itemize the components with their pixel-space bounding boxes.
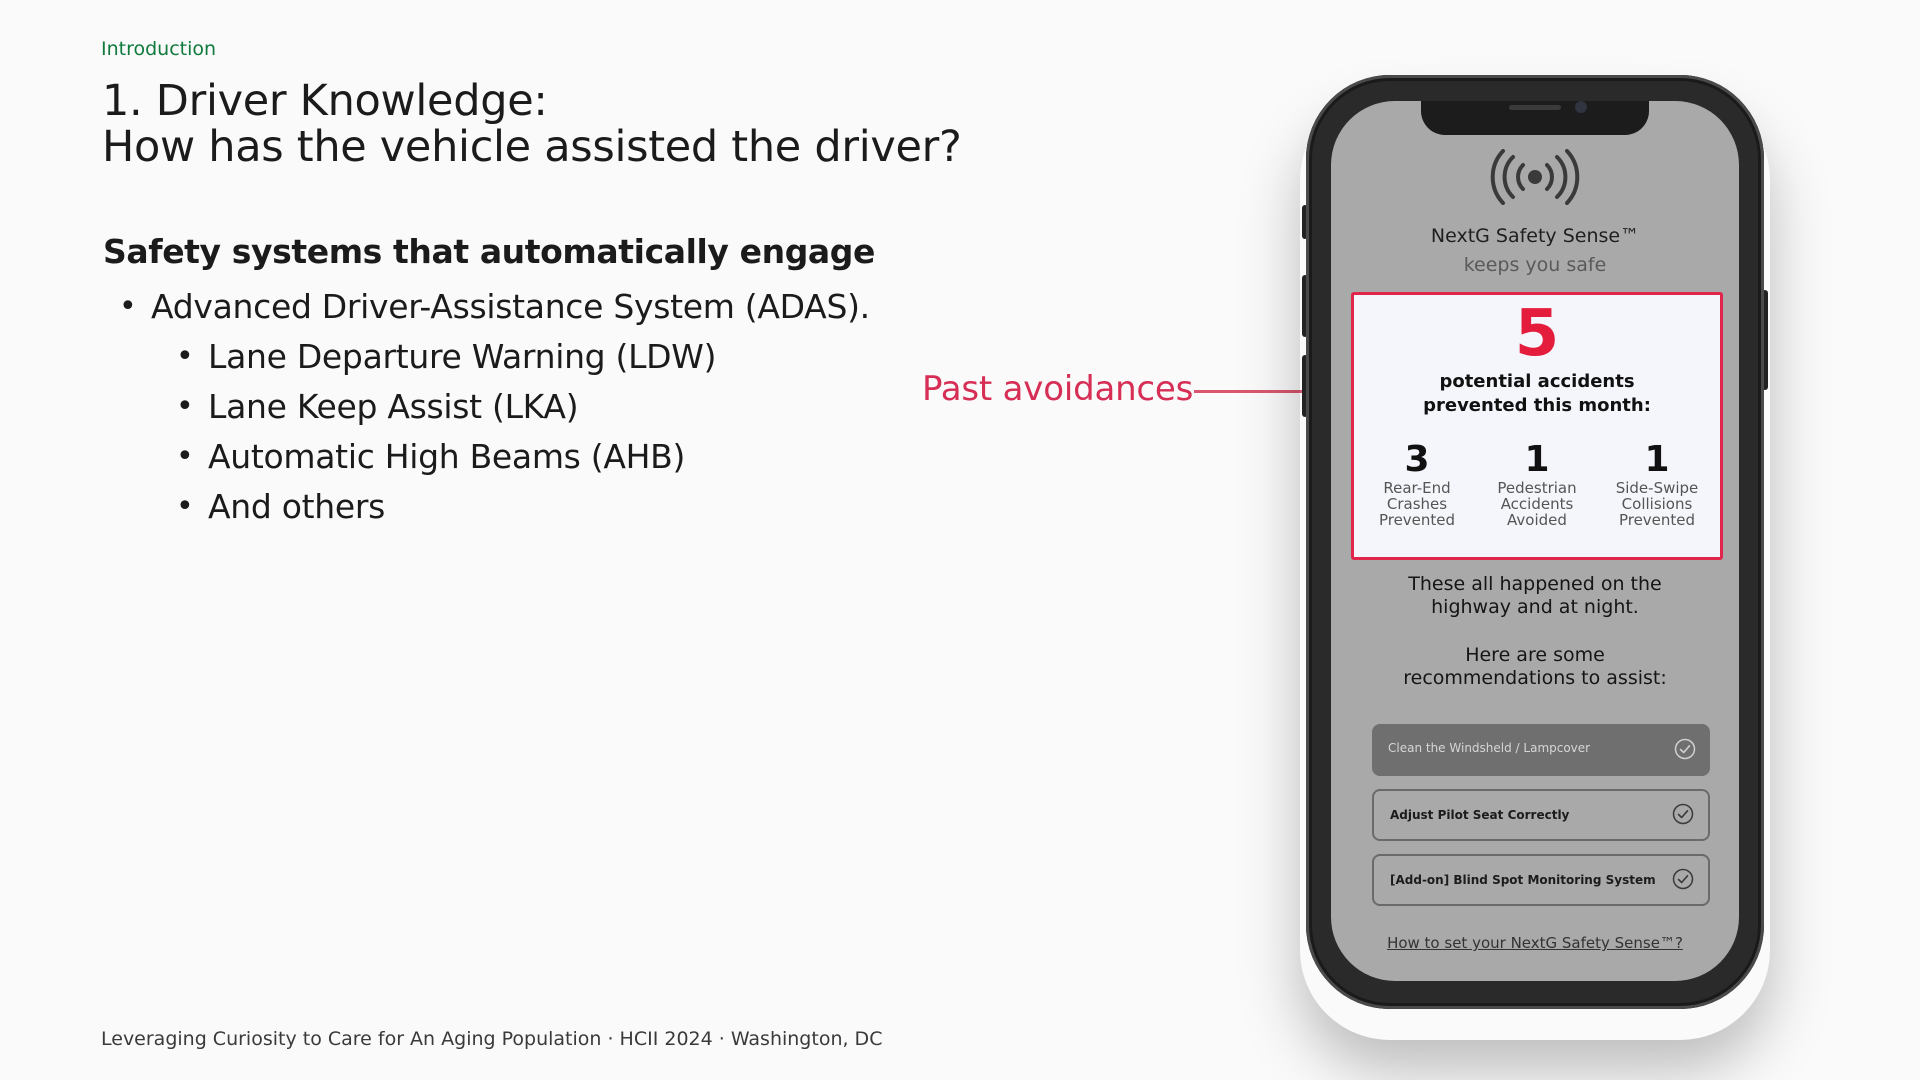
section-label: Introduction: [101, 38, 217, 60]
stat-label-line: Avoided: [1507, 511, 1567, 529]
stat-value: 1: [1524, 439, 1550, 480]
stat-value: 1: [1644, 439, 1670, 480]
check-circle-icon[interactable]: [1672, 803, 1694, 825]
stat-label-line: Rear-End: [1383, 479, 1451, 497]
bullet-text: Advanced Driver-Assistance System (ADAS).: [151, 287, 870, 326]
subheading: Safety systems that automatically engage: [103, 232, 875, 271]
app-tagline: keeps you safe: [1463, 254, 1607, 276]
phone-notch: [1421, 101, 1649, 135]
recommendation-label: Adjust Pilot Seat Correctly: [1390, 808, 1570, 822]
caption-line-1: potential accidents: [1439, 371, 1635, 392]
bullet-list: [0, 285, 900, 535]
stat-label-line: Side-Swipe: [1615, 479, 1699, 497]
stat-label-line: Prevented: [1618, 511, 1696, 529]
stat-label: [1482, 480, 1592, 528]
recommendation-adjust-seat[interactable]: [1372, 789, 1710, 841]
card-caption: [1354, 370, 1720, 418]
stat-value: 3: [1404, 439, 1430, 480]
stat-label-line: Prevented: [1378, 511, 1456, 529]
bullet-dot: •: [119, 289, 137, 324]
callout-label: Past avoidances: [922, 369, 1194, 409]
recommendation-label: [Add-on] Blind Spot Monitoring System: [1390, 873, 1656, 887]
context-line: highway and at night.: [1431, 596, 1639, 618]
title-line-1: 1. Driver Knowledge:: [102, 76, 548, 126]
howto-setup-link[interactable]: How to set your NextG Safety Sense™?: [1387, 934, 1683, 952]
bullet-dot: •: [176, 489, 194, 524]
sub-bullet-item: [0, 385, 900, 435]
stat-label-line: Crashes: [1386, 495, 1448, 513]
stat-side-swipe: [1602, 440, 1712, 528]
front-camera: [1575, 101, 1587, 113]
bullet-text: Lane Departure Warning (LDW): [208, 337, 717, 376]
recommendation-label: Clean the Windsheld / Lampcover: [1388, 741, 1591, 755]
stat-label-line: Collisions: [1621, 495, 1693, 513]
stat-label-line: Accidents: [1500, 495, 1574, 513]
bullet-item: [0, 285, 900, 335]
caption-line-2: prevented this month:: [1423, 395, 1651, 416]
bullet-text: Lane Keep Assist (LKA): [208, 387, 579, 426]
app-name: NextG Safety Sense™: [1430, 225, 1640, 247]
stat-label-line: Pedestrian: [1497, 479, 1577, 497]
stat-pedestrian: [1482, 440, 1592, 528]
stat-rear-end: [1362, 440, 1472, 528]
slide-title: [102, 78, 962, 170]
bullet-text: Automatic High Beams (AHB): [208, 437, 686, 476]
phone-screen: [1331, 101, 1739, 981]
stat-label: [1602, 480, 1712, 528]
intro-line: recommendations to assist:: [1403, 667, 1667, 689]
footer-text: Leveraging Curiosity to Care for An Aging Population · HCII 2024 · Washington, DC: [101, 1028, 883, 1050]
speaker-grille: [1509, 105, 1561, 110]
recommendations-intro: [1331, 644, 1739, 690]
bullet-dot: •: [176, 439, 194, 474]
bullet-dot: •: [176, 339, 194, 374]
recommendation-blind-spot-addon[interactable]: [1372, 854, 1710, 906]
title-line-2: How has the vehicle assisted the driver?: [102, 122, 962, 172]
bullet-text: And others: [208, 487, 386, 526]
stat-label: [1362, 480, 1472, 528]
bullet-dot: •: [176, 389, 194, 424]
recommendation-clean-windshield[interactable]: [1372, 724, 1710, 776]
sub-bullet-item: [0, 485, 900, 535]
sub-bullet-item: [0, 335, 900, 385]
total-prevented-count: 5: [1514, 297, 1560, 371]
sub-bullet-item: [0, 435, 900, 485]
accidents-prevented-card: [1351, 292, 1723, 560]
check-circle-icon[interactable]: [1674, 738, 1696, 760]
signal-broadcast-icon: [1487, 149, 1583, 205]
check-circle-icon[interactable]: [1672, 868, 1694, 890]
context-line: These all happened on the: [1408, 573, 1662, 595]
intro-line: Here are some: [1465, 644, 1605, 666]
context-text: [1331, 573, 1739, 619]
